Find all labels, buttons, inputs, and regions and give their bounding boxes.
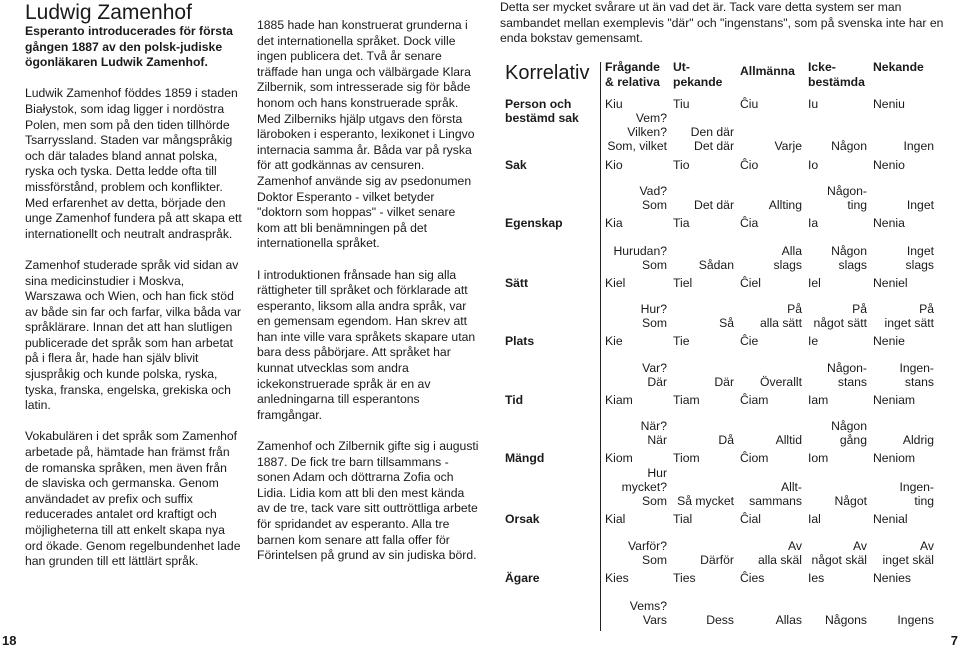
esperanto-word: Ies bbox=[808, 571, 825, 585]
swedish-translation: Överallt bbox=[760, 375, 802, 389]
esperanto-word: Ĉia bbox=[740, 216, 759, 230]
swedish-translation: Ingen bbox=[903, 139, 934, 153]
swedish-translation: Alla slags bbox=[773, 244, 802, 272]
esperanto-word: Kiam bbox=[605, 393, 633, 407]
esperanto-word: Neniam bbox=[873, 393, 915, 407]
swedish-translation: Vem? Vilken? Som, vilket bbox=[607, 111, 667, 153]
swedish-translation: När? När bbox=[640, 419, 667, 447]
right-column-intro bbox=[500, 0, 960, 47]
table-header: Allmänna bbox=[740, 64, 795, 78]
swedish-translation: Någon bbox=[831, 139, 867, 153]
swedish-translation: Var? Där bbox=[642, 361, 667, 389]
table-header: Icke- bestämda bbox=[808, 60, 865, 89]
row-label: Sak bbox=[505, 158, 527, 172]
esperanto-word: Nenie bbox=[873, 334, 905, 348]
swedish-translation: Inget bbox=[906, 198, 934, 212]
row-label: Tid bbox=[505, 393, 524, 407]
swedish-translation: Aldrig bbox=[902, 433, 934, 447]
esperanto-word: Kiu bbox=[605, 97, 623, 111]
swedish-translation: Hur? Som bbox=[640, 302, 667, 330]
table-header: Nekande bbox=[873, 60, 924, 74]
swedish-translation: Ingens bbox=[897, 613, 934, 627]
swedish-translation: Av inget skäl bbox=[882, 539, 934, 567]
swedish-translation: Allting bbox=[768, 198, 802, 212]
esperanto-word: Tiu bbox=[673, 97, 690, 111]
swedish-translation: Alltid bbox=[775, 433, 802, 447]
row-label: Egenskap bbox=[505, 216, 563, 230]
esperanto-word: Tia bbox=[673, 216, 690, 230]
esperanto-word: Ia bbox=[808, 216, 819, 230]
esperanto-word: Tio bbox=[673, 158, 690, 172]
swedish-translation: Då bbox=[718, 433, 734, 447]
swedish-translation: Av något skäl bbox=[811, 539, 867, 567]
row-label: Sätt bbox=[505, 276, 529, 290]
esperanto-word: Ĉiam bbox=[740, 393, 769, 407]
swedish-translation: Någon gång bbox=[831, 419, 867, 447]
esperanto-word: Neniom bbox=[873, 451, 915, 465]
esperanto-word: Iel bbox=[808, 276, 821, 290]
swedish-translation: Hur mycket? Som bbox=[621, 466, 667, 508]
swedish-translation: Någon slags bbox=[831, 244, 867, 272]
swedish-translation: Den där Det där bbox=[690, 125, 734, 153]
paragraph: Zamenhof och Zilbernik gifte sig i augusti 1887. De fick tre barn tillsammans - sonen Adam och döttrarna Zofia och Lidia. Lidia kom att bli den mest kända av de tre, tack vare sitt outtröttliga arbete för spridandet av esperanto. Alla tre barnen kom senare att falla offer för Förintelsen på grund av sin judiska börd. bbox=[257, 439, 479, 563]
swedish-translation: Där bbox=[714, 375, 734, 389]
table-header: Frågande & relativa bbox=[605, 60, 660, 89]
esperanto-word: Ĉie bbox=[740, 334, 759, 348]
swedish-translation: Ingen- ting bbox=[899, 480, 934, 508]
row-label: Plats bbox=[505, 334, 535, 348]
swedish-translation: Sådan bbox=[698, 258, 734, 272]
swedish-translation: Allt- sammans bbox=[749, 480, 802, 508]
intro-paragraph: Detta ser mycket svårare ut än vad det är. Tack vare detta system ser man sambandet mellan exemplevis "där" och "ingenstans", som på svenska inte har en enda bokstav gemensamt. bbox=[500, 0, 944, 46]
swedish-translation: Det där bbox=[694, 198, 734, 212]
table-header: Ut- pekande bbox=[673, 60, 723, 89]
swedish-translation: Varje bbox=[774, 139, 802, 153]
swedish-translation: Någons bbox=[824, 613, 867, 627]
lead-paragraph: Esperanto introducerades för första gången 1887 av den polsk-judiske ögonläkaren Ludwik Zamenhof. bbox=[25, 24, 233, 70]
esperanto-word: Neniu bbox=[873, 97, 905, 111]
left-column bbox=[25, 2, 243, 570]
esperanto-word: Ie bbox=[808, 334, 819, 348]
esperanto-word: Ĉiu bbox=[740, 97, 759, 111]
paragraph: Ludwik Zamenhof föddes 1859 i staden Białystok, som idag ligger i nordöstra Polen, men som på den tiden tillhörde Tsarryssland. Staden var mångspråkig och där talades bland annat polska, ryska och tyska. Detta ledde ofta till missförstånd, problem och konflikter. Med erfarenhet av detta, började den unge Zamenhof fundera på att skapa ett internationellt och neutralt andraspråk. bbox=[25, 86, 242, 241]
row-label: Mängd bbox=[505, 451, 545, 465]
esperanto-word: Ĉial bbox=[740, 512, 761, 526]
esperanto-word: Ial bbox=[808, 512, 821, 526]
esperanto-word: Kie bbox=[605, 334, 623, 348]
esperanto-word: Io bbox=[808, 158, 819, 172]
row-label: Ägare bbox=[505, 571, 540, 585]
esperanto-word: Kiom bbox=[605, 451, 633, 465]
esperanto-word: Kia bbox=[605, 216, 623, 230]
esperanto-word: Ĉiom bbox=[740, 451, 769, 465]
swedish-translation: På inget sätt bbox=[884, 302, 934, 330]
swedish-translation: Någon- ting bbox=[827, 184, 867, 212]
paragraph: 1885 hade han konstruerat grunderna i det internationella språket. Dock ville ingen publicera det. Två år senare träffade han unga och välbärgade Klara Zilbernik, som intresserade sig för både honom och hans konstruerade språk. Med Zilberniks hjälp utgavs den första läroboken i esperanto, lexikonet i Lingvo internacia samma år. Båda var på ryska för att godkännas av censuren. Zamenhof använde sig av psedonumen Doktor Esperanto - vilket betyder "doktorn som hoppas" - vilket senare kom att bli benämningen på det internationella språket. bbox=[257, 18, 475, 251]
swedish-translation: Av alla skäl bbox=[757, 539, 802, 567]
swedish-translation: På något sätt bbox=[813, 302, 867, 330]
esperanto-word: Kial bbox=[605, 512, 626, 526]
swedish-translation: Hurudan? Som bbox=[613, 244, 667, 272]
esperanto-word: Iom bbox=[808, 451, 829, 465]
paragraph: I introduktionen frånsade han sig alla rättigheter till språket och förklarade att esperanto, liksom alla andra språk, var en gemensam egendom. Han skrev att han inte ville vara språkets skapare utan bara dess påbörjare. Att språket har kunnat utvecklas som andra ickekonstruerade språk är en av anledningarna till esperantons framgångar. bbox=[257, 267, 476, 422]
esperanto-word: Kies bbox=[605, 571, 629, 585]
swedish-translation: Något bbox=[834, 494, 867, 508]
page-number-left: 18 bbox=[2, 633, 17, 648]
esperanto-word: Tiam bbox=[673, 393, 700, 407]
swedish-translation: Någon- stans bbox=[827, 361, 867, 389]
esperanto-word: Kio bbox=[605, 158, 623, 172]
article-title: Ludwig Zamenhof bbox=[25, 1, 192, 24]
swedish-translation: Därför bbox=[700, 553, 734, 567]
swedish-translation: Dess bbox=[706, 613, 734, 627]
esperanto-word: Tiom bbox=[673, 451, 700, 465]
row-label: Orsak bbox=[505, 512, 540, 526]
swedish-translation: Vad? Som bbox=[639, 184, 667, 212]
esperanto-word: Neniel bbox=[873, 276, 908, 290]
esperanto-word: Tial bbox=[673, 512, 693, 526]
table-title: Korrelativ bbox=[505, 62, 590, 84]
esperanto-word: Nenio bbox=[873, 158, 905, 172]
swedish-translation: Så mycket bbox=[677, 494, 734, 508]
swedish-translation: På alla sätt bbox=[759, 302, 802, 330]
esperanto-word: Ĉies bbox=[740, 571, 765, 585]
swedish-translation: Vems? Vars bbox=[629, 599, 667, 627]
esperanto-word: Tiel bbox=[673, 276, 693, 290]
esperanto-word: Tie bbox=[673, 334, 690, 348]
paragraph: Vokabulären i det språk som Zamenhof arbetade på, hämtade han främst från de romanska språken, men även från de slaviska och germanska. Genom användadet av prefix och suffix reducerades antalet ord kraftigt och möjligheterna till att enkelt skapa nya ord ökade. Genom regelbundenhet lade han grunden till ett lättlärt språk. bbox=[25, 429, 241, 569]
esperanto-word: Nenia bbox=[873, 216, 905, 230]
row-label: Person och bestämd sak bbox=[505, 97, 579, 125]
swedish-translation: Varför? Som bbox=[627, 539, 667, 567]
esperanto-word: Iu bbox=[808, 97, 819, 111]
swedish-translation: Så bbox=[719, 316, 734, 330]
esperanto-word: Nenies bbox=[873, 571, 911, 585]
esperanto-word: Ties bbox=[673, 571, 696, 585]
paragraph: Zamenhof studerade språk vid sidan av sina medicinstudier i Moskva, Warszawa och Wien, och han fick stöd av både sin far och farfar, vilka båda var språklärare. Innan det att han slutligen publicerade det språk som han arbetat på i flera år, hade han själv blivit sjuspråkig och kunde polska, ryska, tyska, franska, engelska, grekiska och latin. bbox=[25, 257, 242, 413]
esperanto-word: Iam bbox=[808, 393, 829, 407]
esperanto-word: Nenial bbox=[873, 512, 908, 526]
swedish-translation: Allas bbox=[775, 613, 802, 627]
esperanto-word: Kiel bbox=[605, 276, 626, 290]
middle-column bbox=[257, 18, 479, 564]
esperanto-word: Ĉiel bbox=[740, 276, 761, 290]
swedish-translation: Inget slags bbox=[905, 244, 934, 272]
swedish-translation: Ingen- stans bbox=[899, 361, 934, 389]
page-number-right: 7 bbox=[950, 633, 958, 648]
esperanto-word: Ĉio bbox=[740, 158, 759, 172]
